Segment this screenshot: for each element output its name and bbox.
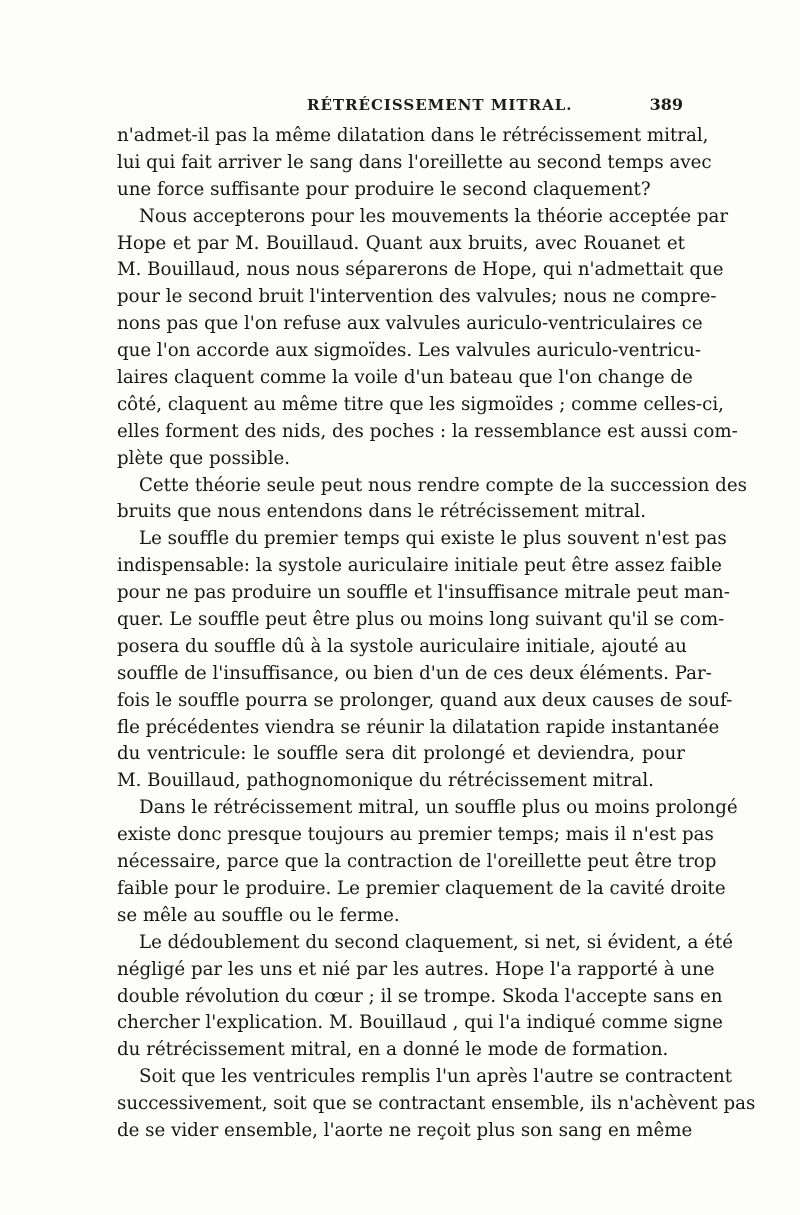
text-line: laires claquent comme la voile d'un bateau que l'on change de (117, 367, 693, 389)
text-line: n'admet-il pas la même dilatation dans le rétrécissement mitral, (117, 125, 709, 146)
page-header (117, 94, 683, 120)
text-line: du ventricule: le souffle sera dit prolongé et deviendra, pour (117, 743, 685, 765)
text-line: elles forment des nids, des poches : la ressemblance est aussi com- (117, 420, 738, 442)
body-text (117, 123, 756, 1145)
text-line: double révolution du cœur ; il se trompe. Skoda l'accepte sans en (117, 985, 723, 1007)
text-line: bruits que nous entendons dans le rétrécissement mitral. (117, 501, 647, 523)
text-line: Cette théorie seule peut nous rendre compte de la succession des (139, 474, 747, 496)
text-line: côté, claquent au même titre que les sigmoïdes ; comme celles-ci, (117, 393, 724, 415)
text-line: successivement, soit que se contractant ensemble, ils n'achèvent pas (117, 1093, 756, 1115)
text-line: Dans le rétrécissement mitral, un souffle plus ou moins prolongé (139, 797, 738, 819)
text-line: quer. Le souffle peut être plus ou moins long suivant qu'il se com- (117, 609, 725, 631)
text-line: indispensable: la systole auriculaire initiale peut être assez faible (117, 555, 722, 577)
text-line: fois le souffle pourra se prolonger, quand aux deux causes de souf- (117, 689, 733, 711)
text-line: lui qui fait arriver le sang dans l'oreillette au second temps avec (117, 151, 712, 173)
text-line: nécessaire, parce que la contraction de l'oreillette peut être trop (117, 851, 717, 873)
page-number: 389 (649, 95, 683, 114)
text-line: Hope et par M. Bouillaud. Quant aux bruits, avec Rouanet et (117, 232, 685, 254)
text-line: nons pas que l'on refuse aux valvules auriculo-ventriculaires ce (117, 313, 703, 335)
running-title: RÉTRÉCISSEMENT MITRAL. (307, 96, 573, 114)
text-line: existe donc presque toujours au premier temps; mais il n'est pas (117, 824, 714, 846)
text-line: pour le second bruit l'intervention des valvules; nous ne compre- (117, 286, 717, 308)
text-line: M. Bouillaud, pathognomonique du rétrécissement mitral. (117, 770, 654, 792)
text-line: du rétrécissement mitral, en a donné le mode de formation. (117, 1039, 669, 1061)
text-line: pour ne pas produire un souffle et l'insuffisance mitrale peut man- (117, 582, 730, 604)
text-line: Le dédoublement du second claquement, si net, si évident, a été (139, 931, 733, 953)
text-line: de se vider ensemble, l'aorte ne reçoit plus son sang en même (117, 1119, 693, 1141)
text-line: Soit que les ventricules remplis l'un après l'autre se contractent (139, 1066, 733, 1088)
text-line: fle précédentes viendra se réunir la dilatation rapide instantanée (117, 716, 720, 738)
text-line: faible pour le produire. Le premier claquement de la cavité droite (117, 877, 726, 899)
text-line: posera du souffle dû à la systole auriculaire initiale, ajouté au (117, 635, 687, 657)
text-line: chercher l'explication. M. Bouillaud , qui l'a indiqué comme signe (117, 1012, 723, 1034)
text-line: se mêle au souffle ou le ferme. (117, 904, 400, 926)
text-line: Le souffle du premier temps qui existe le plus souvent n'est pas (139, 528, 727, 550)
text-line: M. Bouillaud, nous nous séparerons de Hope, qui n'admettait que (117, 259, 724, 281)
text-line: une force suffisante pour produire le second claquement? (117, 178, 651, 200)
text-line: Nous accepterons pour les mouvements la théorie acceptée par (139, 205, 729, 227)
text-line: que l'on accorde aux sigmoïdes. Les valvules auriculo-ventricu- (117, 340, 701, 362)
text-line: négligé par les uns et nié par les autres. Hope l'a rapporté à une (117, 958, 715, 980)
text-line: plète que possible. (117, 447, 291, 469)
text-line: souffle de l'insuffisance, ou bien d'un de ces deux éléments. Par- (117, 662, 712, 684)
